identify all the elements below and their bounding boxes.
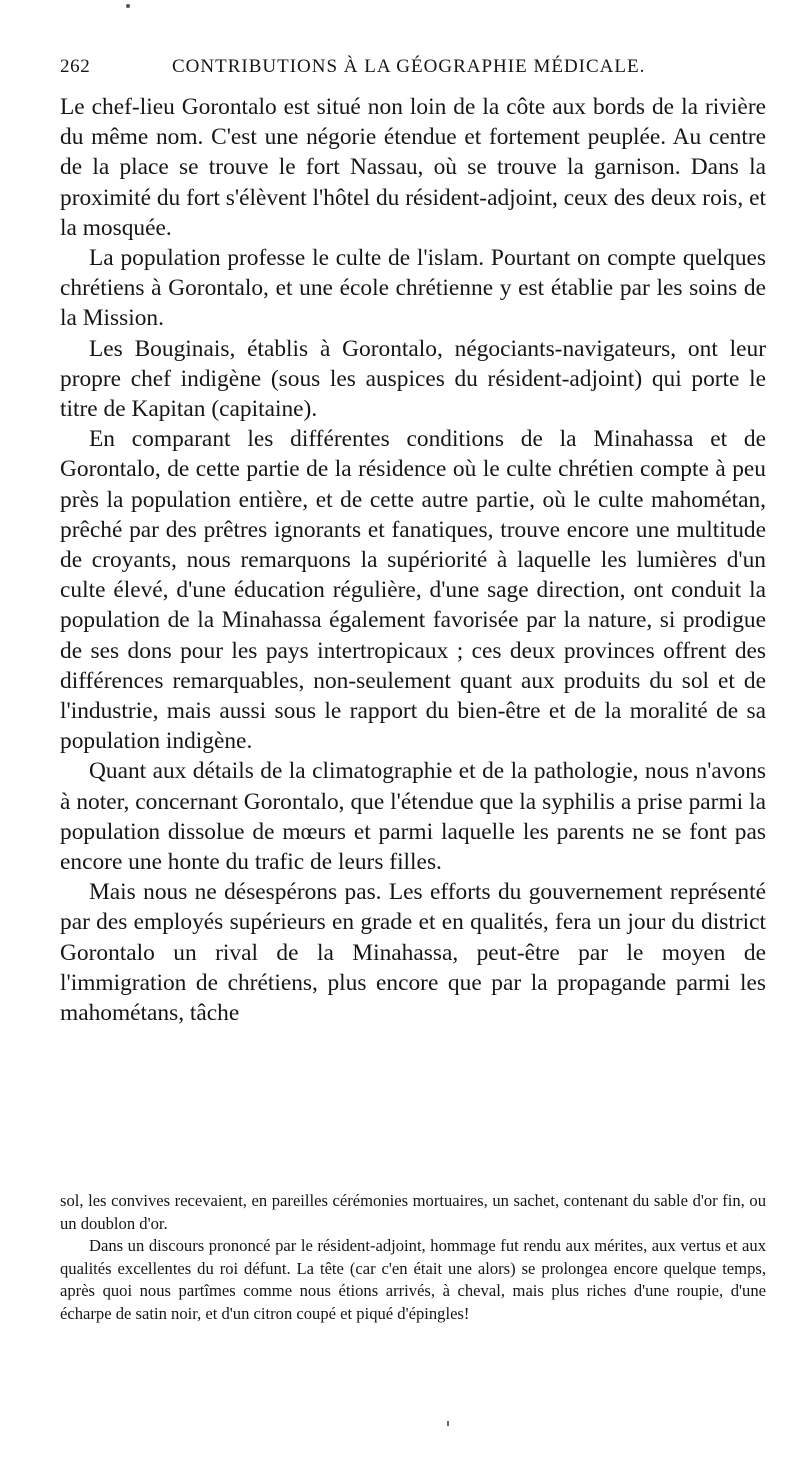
footnote: sol, les convives recevaient, en pareilles cérémonies mortuaires, un sachet, contenant du sable d'or fin, ou un doublon d'or.	[60, 1191, 766, 1233]
footnotes	[60, 1190, 766, 1326]
paragraph: En comparant les différentes conditions de la Minahassa et de Gorontalo, de cette partie de la résidence où le culte chrétien compte à peu près la population entière, et de cette autre partie, où le culte mahométan, prêché par des prêtres ignorants et fanatiques, trouve encore une multitude de croyants, nous remarquons la supériorité à laquelle les lumières d'un culte élevé, d'une éducation régulière, d'une sage direction, ont conduit la population de la Minahassa également favorisée par la nature, si prodigue de ses dons pour les pays intertropicaux ; ces deux provinces offrent des différences remarquables, non-seulement quant aux produits du sol et de l'industrie, mais aussi sous le rapport du bien-être et de la moralité de sa population indigène.	[60, 426, 766, 755]
paragraph: Les Bouginais, établis à Gorontalo, négociants-navigateurs, ont leur propre chef indigène (sous les auspices du résident-adjoint) qui porte le titre de Kapitan (capitaine).	[60, 335, 766, 423]
main-text	[60, 92, 766, 1028]
paragraph: Le chef-lieu Gorontalo est situé non loin de la côte aux bords de la rivière du même nom. C'est une négorie étendue et fortement peuplée. Au centre de la place se trouve le fort Nassau, où se trouve la garnison. Dans la proximité du fort s'élèvent l'hôtel du résident-adjoint, ceux des deux rois, et la mosquée.	[60, 94, 766, 241]
print-mark	[447, 1421, 449, 1426]
paragraph: Mais nous ne désespérons pas. Les efforts du gouvernement représenté par des employés supérieurs en grade et en qualités, fera un jour du district Gorontalo un rival de la Minahassa, peut-être par le moyen de l'immigration de chrétiens, plus encore que par la propagande parmi les mahométans, tâche	[60, 879, 766, 1027]
footnote: Dans un discours prononcé par le résident-adjoint, hommage fut rendu aux mérites, aux vertus et aux qualités excellentes du roi défunt. La tête (car c'en était une alors) se prolongea encore quelque temps, après quoi nous partîmes comme nous étions arrivés, à cheval, mais plus riches d'une roupie, d'une écharpe de satin noir, et d'un citron coupé et piqué d'épingles!	[60, 1236, 766, 1323]
paragraph: La population professe le culte de l'islam. Pourtant on compte quelques chrétiens à Gorontalo, et une école chrétienne y est établie par les soins de la Mission.	[60, 245, 766, 332]
paragraph: Quant aux détails de la climatographie et de la pathologie, nous n'avons à noter, concernant Gorontalo, que l'étendue que la syphilis a prise parmi la population dissolue de mœurs et parmi laquelle les parents ne se font pas encore une honte du trafic de leurs filles.	[60, 758, 766, 876]
running-title: CONTRIBUTIONS À LA GÉOGRAPHIE MÉDICALE.	[172, 56, 646, 77]
page-number: 262	[60, 56, 91, 77]
print-speck	[126, 4, 130, 8]
page-header	[60, 56, 766, 84]
